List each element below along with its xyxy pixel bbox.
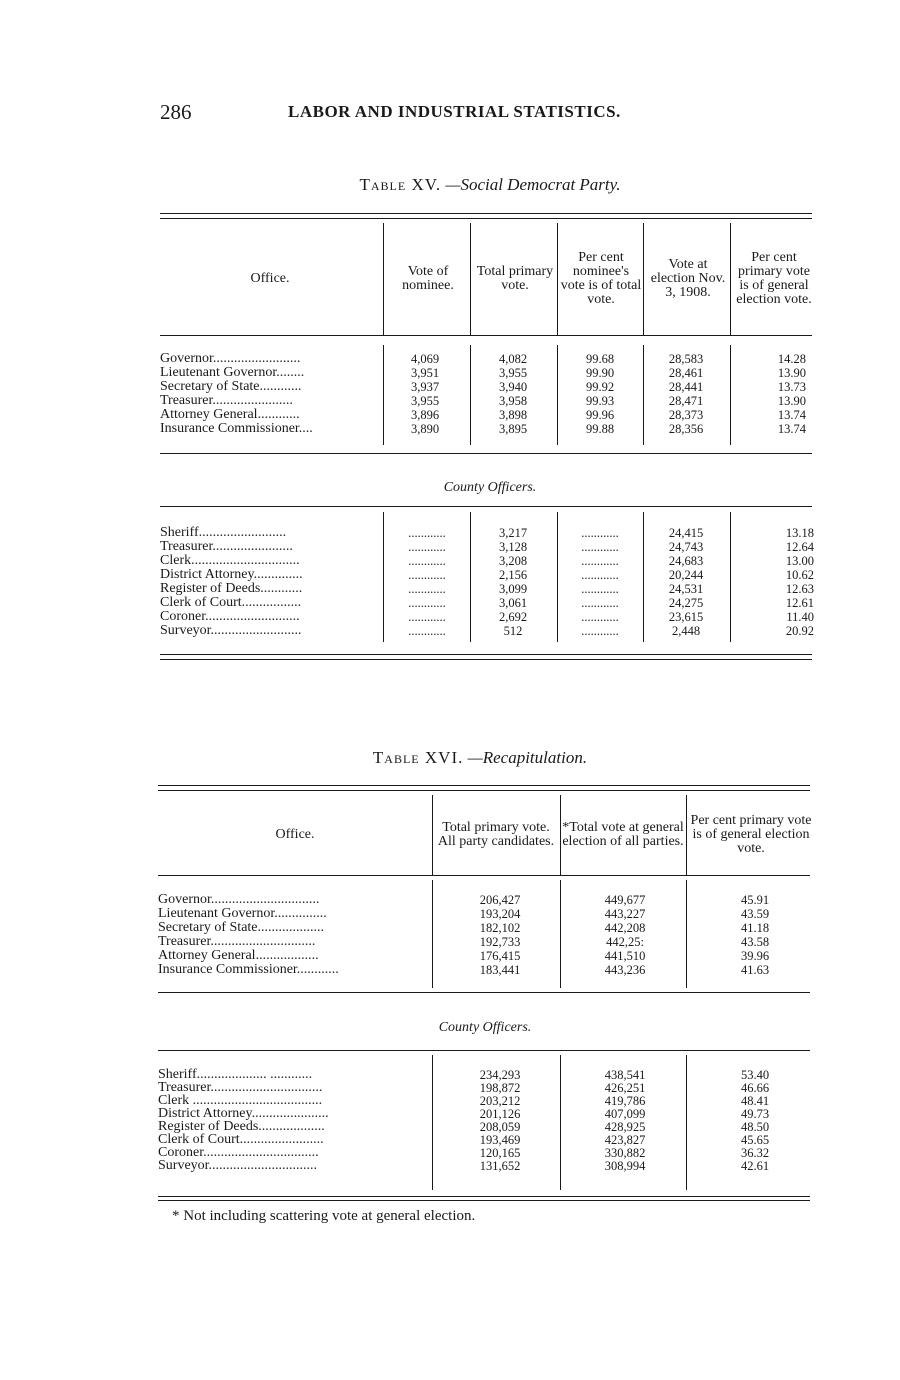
table-16-county-top-rule	[158, 1050, 810, 1051]
pct-primary-cell: 13.18	[785, 526, 814, 540]
pct-nominee-cell: ............	[581, 624, 619, 638]
table-16-col-divider	[686, 1055, 687, 1190]
vote-election-cell: 2,448	[671, 624, 701, 638]
table-16-bottom-rule-2	[158, 1200, 810, 1201]
total-general-cell: 308,994	[604, 1159, 646, 1173]
total-general-cell: 407,099	[604, 1107, 646, 1121]
total-primary-cell: 131,652	[479, 1159, 521, 1173]
office-cell: Insurance Commissioner............	[158, 963, 339, 977]
table-15-header-rule	[160, 335, 812, 336]
total-primary-cell: 201,126	[479, 1107, 521, 1121]
office-cell: Governor.........................	[160, 352, 301, 366]
pct-nominee-cell: ............	[581, 596, 619, 610]
total-primary-cell: 193,204	[479, 907, 521, 921]
total-primary-cell: 512	[503, 624, 523, 638]
nominee-vote-cell: ............	[408, 540, 446, 554]
total-primary-cell: 3,099	[498, 582, 528, 596]
total-primary-cell: 203,212	[479, 1094, 521, 1108]
pct-primary-cell: 10.62	[785, 568, 814, 582]
pct-nominee-cell: ............	[581, 554, 619, 568]
table-15-col-divider	[643, 345, 644, 445]
vote-election-cell: 20,244	[668, 568, 704, 582]
total-primary-cell: 176,415	[479, 949, 521, 963]
pct-primary-cell: 12.63	[785, 582, 814, 596]
office-cell: Secretary of State............	[160, 380, 302, 394]
table-16-col-divider	[686, 795, 687, 875]
total-primary-cell: 198,872	[479, 1081, 521, 1095]
total-general-cell: 428,925	[604, 1120, 646, 1134]
total-general-cell: 423,827	[604, 1133, 646, 1147]
pct-primary-cell: 13.73	[777, 380, 806, 394]
total-primary-cell: 3,958	[498, 394, 528, 408]
total-primary-cell: 234,293	[479, 1068, 521, 1082]
total-general-cell: 441,510	[604, 949, 646, 963]
pct-cell: 53.40	[740, 1068, 770, 1082]
total-general-cell: 330,882	[604, 1146, 646, 1160]
table-15-col-divider	[730, 223, 731, 335]
nominee-vote-cell: ............	[408, 596, 446, 610]
total-primary-cell: 3,895	[498, 422, 528, 436]
running-head: LABOR AND INDUSTRIAL STATISTICS.	[288, 102, 621, 121]
total-primary-cell: 192,733	[479, 935, 521, 949]
table-15-col-divider	[730, 345, 731, 445]
office-cell: Coroner...........................	[160, 610, 300, 624]
total-primary-cell: 182,102	[479, 921, 521, 935]
pct-cell: 48.41	[740, 1094, 770, 1108]
pct-primary-cell: 11.40	[786, 610, 814, 624]
nominee-vote-cell: ............	[408, 568, 446, 582]
office-cell: Surveyor...............................	[158, 1159, 318, 1173]
pct-cell: 45.65	[740, 1133, 770, 1147]
table-16-header-total-primary: Total primary vote. All party candidates.	[437, 820, 555, 849]
table-16-state-bottom-rule	[158, 992, 810, 993]
office-cell: Attorney General..................	[158, 949, 319, 963]
pct-cell: 42.61	[740, 1159, 770, 1173]
table-15-col-divider	[557, 512, 558, 642]
office-cell: Coroner.................................	[158, 1146, 319, 1160]
total-general-cell: 449,677	[604, 893, 646, 907]
office-cell: Lieutenant Governor........	[160, 366, 305, 380]
pct-primary-cell: 12.61	[785, 596, 814, 610]
table-15-label: Table XV.	[359, 175, 442, 194]
table-15-col-divider	[470, 512, 471, 642]
nominee-vote-cell: 4,069	[410, 352, 440, 366]
office-cell: Clerk of Court........................	[158, 1133, 324, 1147]
total-primary-cell: 3,955	[498, 366, 528, 380]
table-15-col-divider	[383, 223, 384, 335]
nominee-vote-cell: 3,937	[410, 380, 440, 394]
pct-nominee-cell: ............	[581, 526, 619, 540]
total-primary-cell: 2,156	[498, 568, 528, 582]
vote-election-cell: 24,531	[668, 582, 704, 596]
table-16-title	[300, 748, 660, 768]
office-cell: Register of Deeds...................	[158, 1120, 325, 1134]
pct-primary-cell: 13.74	[777, 422, 806, 436]
office-cell: Treasurer.......................	[160, 394, 293, 408]
table-16-col-divider	[432, 880, 433, 988]
pct-nominee-cell: 99.68	[585, 352, 615, 366]
pct-cell: 39.96	[740, 949, 770, 963]
pct-nominee-cell: 99.96	[585, 408, 615, 422]
table-15-col-divider	[470, 345, 471, 445]
office-cell: Clerk of Court.................	[160, 596, 302, 610]
total-general-cell: 442,25:	[606, 935, 644, 949]
office-cell: Clerk...............................	[160, 554, 300, 568]
nominee-vote-cell: 3,890	[410, 422, 440, 436]
office-cell: Surveyor..........................	[160, 624, 302, 638]
total-general-cell: 438,541	[604, 1068, 646, 1082]
pct-nominee-cell: 99.90	[585, 366, 615, 380]
table-15-bottom-rule	[160, 654, 812, 655]
vote-election-cell: 28,583	[668, 352, 704, 366]
nominee-vote-cell: ............	[408, 624, 446, 638]
office-cell: Sheriff.........................	[160, 526, 287, 540]
table-16-header-rule	[158, 875, 810, 876]
office-cell: Governor...............................	[158, 893, 320, 907]
table-15-col-divider	[383, 345, 384, 445]
total-general-cell: 419,786	[604, 1094, 646, 1108]
pct-cell: 41.63	[740, 963, 770, 977]
pct-cell: 41.18	[740, 921, 770, 935]
table-16-subtitle: —Recapitulation.	[467, 748, 588, 767]
table-16-county-title: County Officers.	[438, 1020, 532, 1035]
nominee-vote-cell: 3,896	[410, 408, 440, 422]
vote-election-cell: 24,275	[668, 596, 704, 610]
pct-primary-cell: 20.92	[785, 624, 814, 638]
office-cell: Treasurer.......................	[160, 540, 293, 554]
table-15-top-rule	[160, 213, 812, 214]
pct-cell: 43.59	[740, 907, 770, 921]
vote-election-cell: 23,615	[668, 610, 704, 624]
pct-nominee-cell: ............	[581, 610, 619, 624]
table-16-top-rule-2	[158, 790, 810, 791]
table-15-header-pct-primary: Per cent primary vote is of general election vote.	[736, 250, 812, 307]
total-primary-cell: 2,692	[498, 610, 528, 624]
office-cell: Treasurer................................	[158, 1081, 323, 1095]
total-primary-cell: 3,898	[498, 408, 528, 422]
table-15-subtitle: —Social Democrat Party.	[445, 175, 621, 194]
pct-primary-cell: 13.90	[777, 366, 806, 380]
pct-nominee-cell: ............	[581, 540, 619, 554]
table-15-col-divider	[730, 512, 731, 642]
office-cell: Secretary of State...................	[158, 921, 325, 935]
table-15-col-divider	[557, 345, 558, 445]
total-primary-cell: 3,208	[498, 554, 528, 568]
nominee-vote-cell: ............	[408, 610, 446, 624]
nominee-vote-cell: 3,955	[410, 394, 440, 408]
table-16-col-divider	[686, 880, 687, 988]
total-primary-cell: 206,427	[479, 893, 521, 907]
nominee-vote-cell: ............	[408, 582, 446, 596]
total-primary-cell: 3,061	[498, 596, 528, 610]
office-cell: Insurance Commissioner....	[160, 422, 313, 436]
table-15-header-office: Office.	[250, 271, 290, 286]
nominee-vote-cell: ............	[408, 554, 446, 568]
pct-nominee-cell: ............	[581, 568, 619, 582]
vote-election-cell: 24,415	[668, 526, 704, 540]
vote-election-cell: 28,461	[668, 366, 704, 380]
table-16-col-divider	[560, 795, 561, 875]
total-general-cell: 443,227	[604, 907, 646, 921]
page-number: 286	[160, 100, 192, 124]
total-general-cell: 426,251	[604, 1081, 646, 1095]
pct-nominee-cell: 99.92	[585, 380, 615, 394]
table-15-county-title: County Officers.	[443, 480, 537, 495]
vote-election-cell: 28,471	[668, 394, 704, 408]
total-primary-cell: 208,059	[479, 1120, 521, 1134]
table-15-col-divider	[383, 512, 384, 642]
page-header	[160, 100, 700, 124]
table-15-header-pct-nominee: Per cent nominee's vote is of total vote.	[560, 250, 642, 307]
office-cell: Clerk .....................................	[158, 1094, 323, 1108]
table-16-header-total-general: *Total vote at general election of all parties.	[562, 820, 684, 849]
office-cell: Treasurer..............................	[158, 935, 316, 949]
table-16-top-rule	[158, 785, 810, 786]
table-16-col-divider	[560, 880, 561, 988]
pct-nominee-cell: 99.93	[585, 394, 615, 408]
office-cell: Sheriff.................... ............	[158, 1068, 313, 1082]
table-15-title	[260, 175, 720, 195]
table-15-header-vote-election: Vote at election Nov. 3, 1908.	[650, 257, 726, 300]
nominee-vote-cell: ............	[408, 526, 446, 540]
pct-cell: 49.73	[740, 1107, 770, 1121]
total-primary-cell: 183,441	[479, 963, 521, 977]
office-cell: District Attorney......................	[158, 1107, 329, 1121]
pct-nominee-cell: 99.88	[585, 422, 615, 436]
vote-election-cell: 24,683	[668, 554, 704, 568]
pct-cell: 46.66	[740, 1081, 770, 1095]
table-16-col-divider	[560, 1055, 561, 1190]
table-15-col-divider	[643, 512, 644, 642]
pct-cell: 48.50	[740, 1120, 770, 1134]
vote-election-cell: 28,356	[668, 422, 704, 436]
pct-primary-cell: 13.00	[785, 554, 814, 568]
table-16-label: Table XVI.	[372, 748, 464, 767]
pct-primary-cell: 13.74	[777, 408, 806, 422]
table-15-col-divider	[470, 223, 471, 335]
table-15-top-rule-2	[160, 218, 812, 219]
table-15-header-nominee-vote: Vote of nominee.	[402, 264, 454, 293]
table-15-col-divider	[643, 223, 644, 335]
pct-cell: 43.58	[740, 935, 770, 949]
footnote: * Not including scattering vote at general election.	[172, 1208, 476, 1224]
office-cell: Lieutenant Governor...............	[158, 907, 327, 921]
vote-election-cell: 28,441	[668, 380, 704, 394]
table-15-header-total-primary: Total primary vote.	[476, 264, 554, 293]
table-16-col-divider	[432, 795, 433, 875]
total-primary-cell: 193,469	[479, 1133, 521, 1147]
table-16-col-divider	[432, 1055, 433, 1190]
vote-election-cell: 28,373	[668, 408, 704, 422]
total-general-cell: 442,208	[604, 921, 646, 935]
table-15-col-divider	[557, 223, 558, 335]
office-cell: District Attorney..............	[160, 568, 303, 582]
total-primary-cell: 3,940	[498, 380, 528, 394]
office-cell: Attorney General............	[160, 408, 300, 422]
total-primary-cell: 3,128	[498, 540, 528, 554]
table-16-bottom-rule	[158, 1196, 810, 1197]
table-15-county-top-rule	[160, 506, 812, 507]
vote-election-cell: 24,743	[668, 540, 704, 554]
office-cell: Register of Deeds............	[160, 582, 303, 596]
pct-primary-cell: 12.64	[785, 540, 814, 554]
pct-cell: 45.91	[740, 893, 770, 907]
pct-primary-cell: 13.90	[777, 394, 806, 408]
total-general-cell: 443,236	[604, 963, 646, 977]
total-primary-cell: 4,082	[498, 352, 528, 366]
table-16-header-pct: Per cent primary vote is of general election vote.	[690, 813, 812, 856]
table-16-header-office: Office.	[275, 827, 315, 842]
pct-cell: 36.32	[740, 1146, 770, 1160]
total-primary-cell: 3,217	[498, 526, 528, 540]
pct-primary-cell: 14.28	[777, 352, 806, 366]
total-primary-cell: 120,165	[479, 1146, 521, 1160]
table-15-bottom-rule-2	[160, 659, 812, 660]
nominee-vote-cell: 3,951	[410, 366, 440, 380]
table-15-state-bottom-rule	[160, 453, 812, 454]
pct-nominee-cell: ............	[581, 582, 619, 596]
